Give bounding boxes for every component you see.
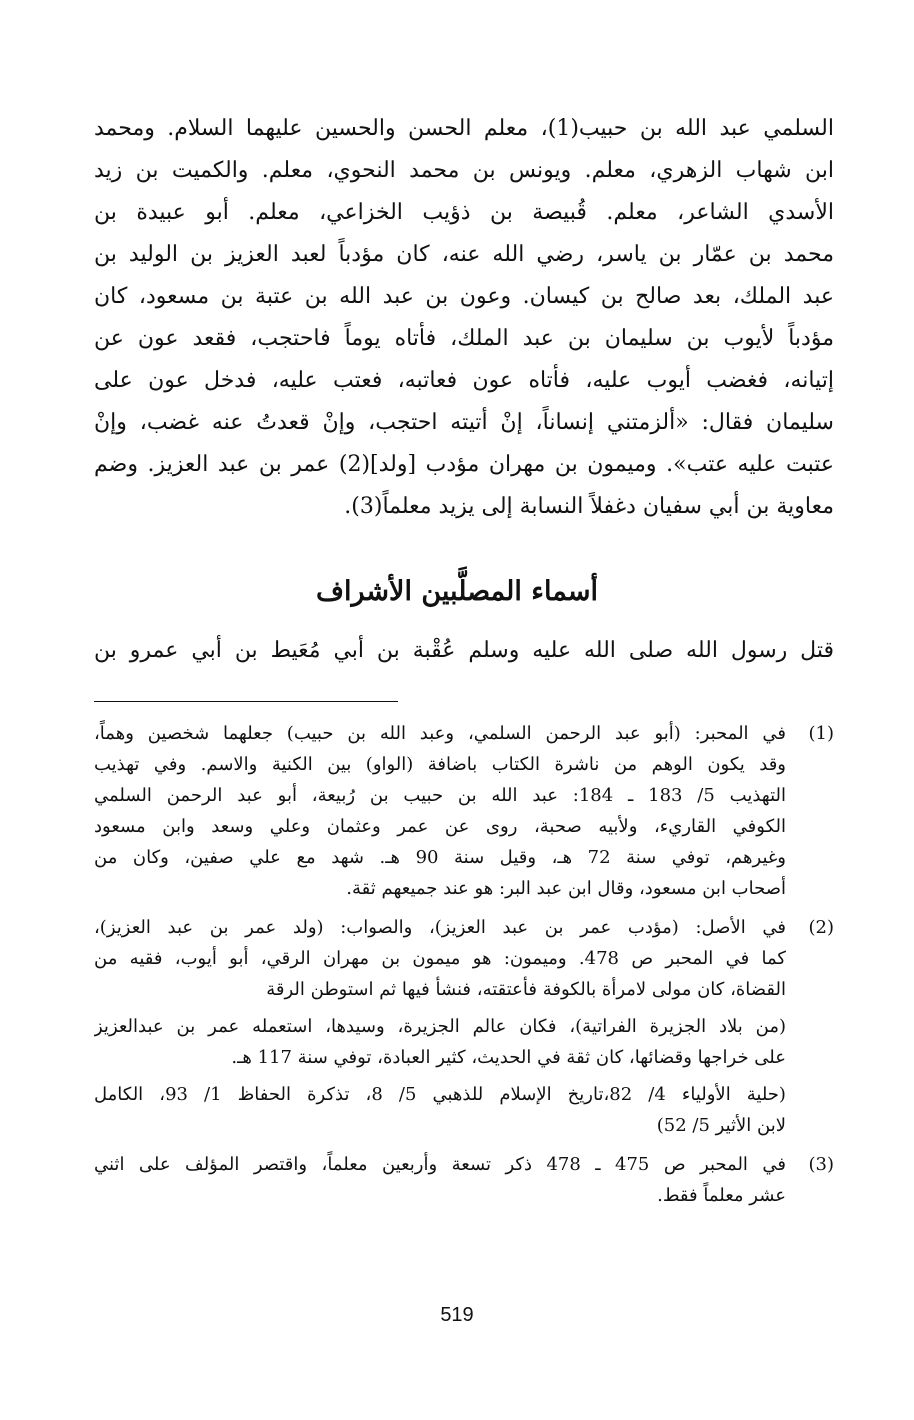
footnote-line: وغيرهم، توفي سنة 72 هـ، وقيل سنة 90 هـ. شهد مع علي صفين، وكان من [94, 847, 786, 868]
footnote-line: الكوفي القاريء، ولأبيه صحبة، روى عن عمر وعثمان وعلي وسعد وابن مسعود [94, 816, 786, 837]
footnote-line: كما في المحبر ص 478. وميمون: هو ميمون بن مهران الرقي، أبو أيوب، فقيه من [94, 948, 786, 969]
footnote-number: (1) [808, 723, 834, 744]
section-text [94, 630, 834, 672]
footnote-line: في المحبر: (أبو عبد الرحمن السلمي، وعبد الله بن حبيب) جعلهما شخصين وهماً، [94, 723, 786, 744]
page-number: 519 [440, 1304, 474, 1326]
footnote-line: لابن الأثير 5/ 52) [656, 1115, 786, 1136]
text-line: محمد بن عمّار بن ياسر، رضي الله عنه، كان مؤدباً لعبد العزيز بن الوليد بن [94, 242, 834, 267]
footnote-line: في الأصل: (مؤدب عمر بن عبد العزيز)، والصواب: (ولد عمر بن عبد العزيز)، [94, 917, 786, 938]
text-line: إتيانه، فغضب أيوب عليه، فأتاه عون فعاتبه، فعتب عليه، فدخل عون على [94, 368, 834, 393]
text-line: ابن شهاب الزهري، معلم. ويونس بن محمد النحوي، معلم. والكميت بن زيد [94, 158, 834, 183]
text-line: قتل رسول الله صلى الله عليه وسلم عُقْبة بن أبي مُعَيط بن أبي عمرو بن [94, 638, 834, 663]
text-line: مؤدباً لأيوب بن سليمان بن عبد الملك، فأتاه يوماً فاحتجب، فقعد عون عن [94, 326, 834, 351]
footnote-2 [94, 912, 834, 1141]
footnote-number: (3) [808, 1154, 834, 1175]
footnote-line: على خراجها وقضائها، كان ثقة في الحديث، كثير العبادة، توفي سنة 117 هـ. [231, 1047, 786, 1068]
main-text [94, 108, 834, 528]
footnotes [94, 718, 834, 1219]
footnote-divider [94, 701, 398, 702]
footnote-line: القضاة، كان مولى لامرأة بالكوفة فأعتقته، فنشأ فيها ثم استوطن الرقة [266, 979, 786, 1000]
footnote-line: (حلية الأولياء 4/ 82،تاريخ الإسلام للذهبي 5/ 8، تذكرة الحفاظ 1/ 93، الكامل [94, 1084, 786, 1105]
footnote-3 [94, 1149, 834, 1211]
footnote-line: في المحبر ص 475 ـ 478 ذكر تسعة وأربعين معلماً، واقتصر المؤلف على اثني [94, 1154, 786, 1175]
footnote-number: (2) [808, 917, 834, 938]
section-heading: أسماء المصلَّبين الأشراف [316, 576, 598, 607]
text-line: معاوية بن أبي سفيان دغفلاً النسابة إلى يزيد معلماً(3). [344, 494, 834, 519]
text-line: عبد الملك، بعد صالح بن كيسان. وعون بن عبد الله بن عتبة بن مسعود، كان [94, 284, 834, 309]
footnote-line: عشر معلماً فقط. [657, 1185, 786, 1206]
footnote-line: وقد يكون الوهم من ناشرة الكتاب باضافة (الواو) بين الكنية والاسم. وفي تهذيب [94, 754, 786, 775]
text-line: السلمي عبد الله بن حبيب(1)، معلم الحسن والحسين عليهما السلام. ومحمد [94, 116, 834, 141]
text-line: الأسدي الشاعر، معلم. قُبيصة بن ذؤيب الخزاعي، معلم. أبو عبيدة بن [94, 200, 834, 225]
footnote-line: أصحاب ابن مسعود، وقال ابن عبد البر: هو عند جميعهم ثقة. [346, 878, 786, 899]
text-line: عتبت عليه عتب». وميمون بن مهران مؤدب [ولد](2) عمر بن عبد العزيز. وضم [94, 452, 834, 477]
footnote-1 [94, 718, 834, 904]
text-line: سليمان فقال: «ألزمتني إنساناً، إنْ أتيته احتجب، وإنْ قعدتُ عنه غضب، وإنْ [94, 410, 834, 435]
footnote-line: (من بلاد الجزيرة الفراتية)، فكان عالم الجزيرة، وسيدها، استعمله عمر بن عبدالعزيز [94, 1016, 786, 1037]
footnote-line: التهذيب 5/ 183 ـ 184: عبد الله بن حبيب بن رُبيعة، أبو عبد الرحمن السلمي [94, 785, 786, 806]
